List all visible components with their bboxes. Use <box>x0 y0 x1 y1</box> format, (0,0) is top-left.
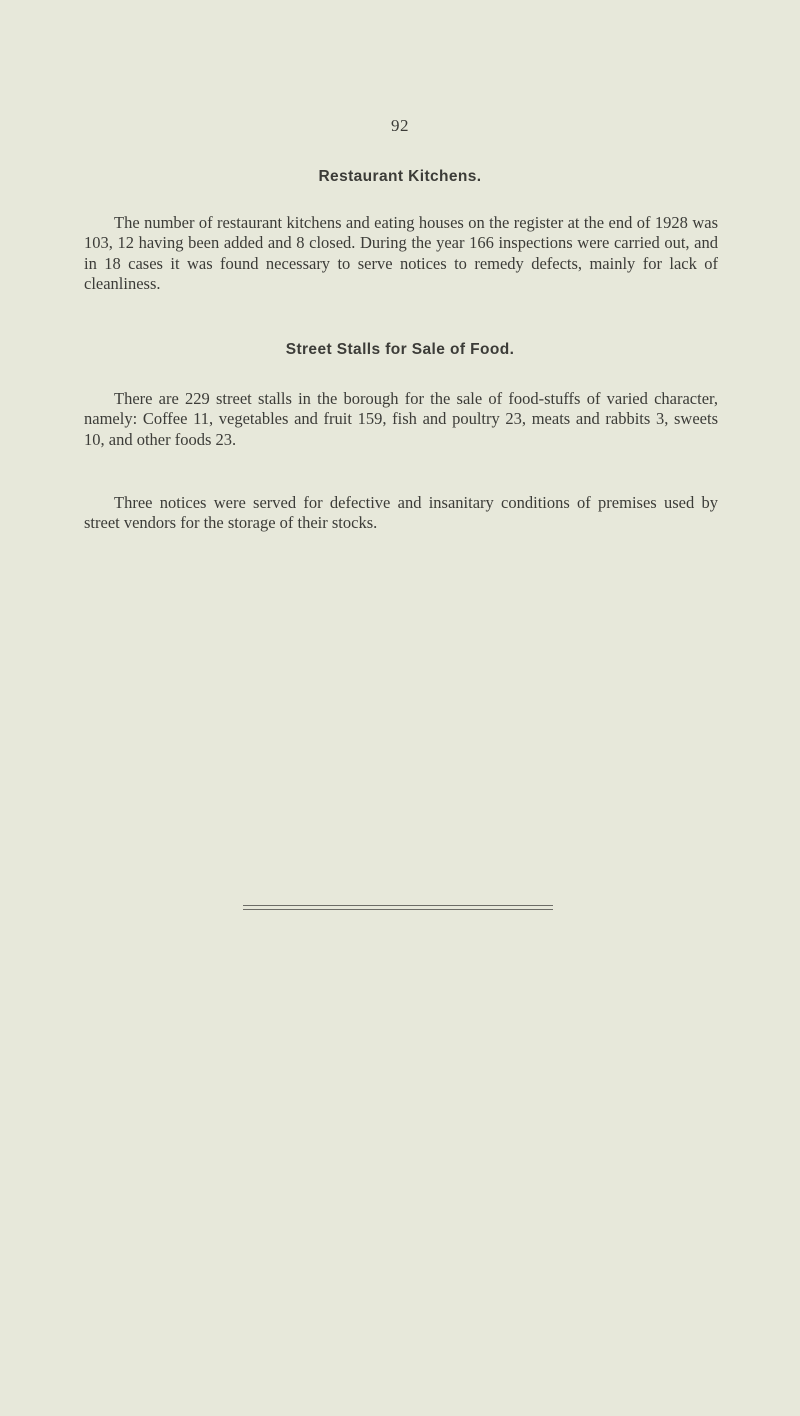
paragraph-street-stalls-notices: Three notices were served for defective and insanitary conditions of premises used by street vendors for the storage of their stocks. <box>84 492 718 532</box>
section-heading-restaurant-kitchens: Restaurant Kitchens. <box>318 168 482 185</box>
paragraph-restaurant-kitchens: The number of restaurant kitchens and eating houses on the register at the end of 1928 was 103, 12 having been added and 8 closed. During the year 166 inspections were carried out, and in 18 cases it was found necessary to serve notices to remedy defects, mainly for lack of cleanliness. <box>84 212 718 293</box>
end-of-section-rule <box>243 905 553 910</box>
section-heading-street-stalls: Street Stalls for Sale of Food. <box>285 341 515 358</box>
page-number: 92 <box>391 116 409 135</box>
paragraph-street-stalls-count: There are 229 street stalls in the borough for the sale of food-stuffs of varied character, namely: Coffee 11, vegetables and fruit 159, fish and poultry 23, meats and rabbits 3, sweets 10, and other foods 23. <box>84 388 718 449</box>
